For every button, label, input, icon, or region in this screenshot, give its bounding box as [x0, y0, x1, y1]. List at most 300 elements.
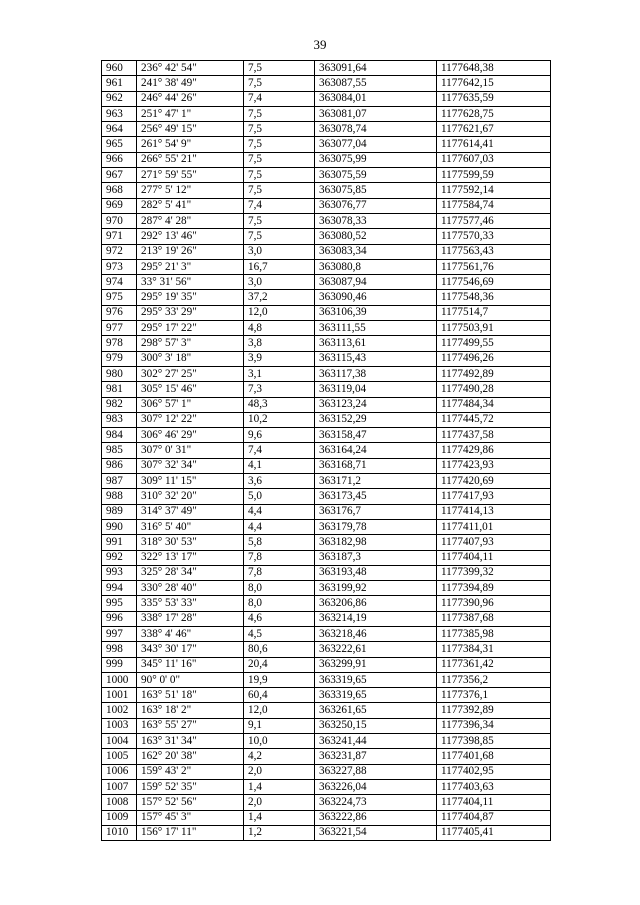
distance-cell: 4,6 [244, 611, 315, 626]
distance-cell: 7,3 [244, 382, 315, 397]
table-row [102, 703, 551, 718]
distance-cell: 7,8 [244, 550, 315, 565]
direction-angle-cell: 306° 57' 1" [137, 397, 244, 412]
x-coordinate-cell: 363106,39 [315, 305, 437, 320]
y-coordinate-cell: 1177394,89 [437, 581, 551, 596]
y-coordinate-cell: 1177635,59 [437, 91, 551, 106]
distance-cell: 9,6 [244, 428, 315, 443]
point-number-cell: 971 [102, 229, 137, 244]
distance-cell: 7,5 [244, 76, 315, 91]
y-coordinate-cell: 1177417,93 [437, 489, 551, 504]
point-number-cell: 984 [102, 428, 137, 443]
distance-cell: 48,3 [244, 397, 315, 412]
point-number-cell: 975 [102, 290, 137, 305]
point-number-cell: 974 [102, 275, 137, 290]
table-row [102, 443, 551, 458]
x-coordinate-cell: 363218,46 [315, 626, 437, 641]
table-row [102, 382, 551, 397]
point-number-cell: 977 [102, 321, 137, 336]
coordinates-table [101, 60, 551, 841]
point-number-cell: 961 [102, 76, 137, 91]
point-number-cell: 1008 [102, 795, 137, 810]
table-row [102, 290, 551, 305]
distance-cell: 7,5 [244, 229, 315, 244]
direction-angle-cell: 343° 30' 17" [137, 642, 244, 657]
y-coordinate-cell: 1177361,42 [437, 657, 551, 672]
direction-angle-cell: 330° 28' 40" [137, 581, 244, 596]
x-coordinate-cell: 363123,24 [315, 397, 437, 412]
distance-cell: 7,4 [244, 91, 315, 106]
distance-cell: 1,4 [244, 810, 315, 825]
direction-angle-cell: 307° 12' 22" [137, 412, 244, 427]
distance-cell: 3,0 [244, 275, 315, 290]
table-row [102, 810, 551, 825]
y-coordinate-cell: 1177514,7 [437, 305, 551, 320]
table-row [102, 657, 551, 672]
distance-cell: 7,5 [244, 168, 315, 183]
distance-cell: 5,8 [244, 535, 315, 550]
x-coordinate-cell: 363087,94 [315, 275, 437, 290]
direction-angle-cell: 300° 3' 18" [137, 351, 244, 366]
direction-angle-cell: 292° 13' 46" [137, 229, 244, 244]
distance-cell: 19,9 [244, 672, 315, 687]
direction-angle-cell: 163° 55' 27" [137, 718, 244, 733]
y-coordinate-cell: 1177592,14 [437, 183, 551, 198]
direction-angle-cell: 163° 51' 18" [137, 688, 244, 703]
point-number-cell: 1009 [102, 810, 137, 825]
point-number-cell: 966 [102, 152, 137, 167]
direction-angle-cell: 213° 19' 26" [137, 244, 244, 259]
direction-angle-cell: 251° 47' 1" [137, 106, 244, 121]
y-coordinate-cell: 1177387,68 [437, 611, 551, 626]
x-coordinate-cell: 363221,54 [315, 825, 437, 840]
table-row [102, 351, 551, 366]
x-coordinate-cell: 363078,33 [315, 213, 437, 228]
table-row [102, 198, 551, 213]
table-row [102, 122, 551, 137]
page-number: 39 [313, 37, 327, 52]
point-number-cell: 1002 [102, 703, 137, 718]
distance-cell: 80,6 [244, 642, 315, 657]
distance-cell: 2,0 [244, 764, 315, 779]
distance-cell: 1,4 [244, 779, 315, 794]
table-row [102, 489, 551, 504]
x-coordinate-cell: 363319,65 [315, 688, 437, 703]
distance-cell: 7,5 [244, 61, 315, 76]
y-coordinate-cell: 1177384,31 [437, 642, 551, 657]
direction-angle-cell: 282° 5' 41" [137, 198, 244, 213]
y-coordinate-cell: 1177484,34 [437, 397, 551, 412]
point-number-cell: 964 [102, 122, 137, 137]
y-coordinate-cell: 1177392,89 [437, 703, 551, 718]
y-coordinate-cell: 1177584,74 [437, 198, 551, 213]
table-row [102, 275, 551, 290]
distance-cell: 20,4 [244, 657, 315, 672]
direction-angle-cell: 90° 0' 0" [137, 672, 244, 687]
y-coordinate-cell: 1177437,58 [437, 428, 551, 443]
direction-angle-cell: 271° 59' 55" [137, 168, 244, 183]
direction-angle-cell: 162° 20' 38" [137, 749, 244, 764]
y-coordinate-cell: 1177356,2 [437, 672, 551, 687]
x-coordinate-cell: 363117,38 [315, 366, 437, 381]
point-number-cell: 1006 [102, 764, 137, 779]
y-coordinate-cell: 1177642,15 [437, 76, 551, 91]
x-coordinate-cell: 363168,71 [315, 458, 437, 473]
distance-cell: 7,5 [244, 137, 315, 152]
table-row [102, 718, 551, 733]
direction-angle-cell: 309° 11' 15" [137, 474, 244, 489]
table-row [102, 504, 551, 519]
direction-angle-cell: 157° 45' 3" [137, 810, 244, 825]
x-coordinate-cell: 363081,07 [315, 106, 437, 121]
direction-angle-cell: 256° 49' 15" [137, 122, 244, 137]
point-number-cell: 996 [102, 611, 137, 626]
distance-cell: 9,1 [244, 718, 315, 733]
y-coordinate-cell: 1177376,1 [437, 688, 551, 703]
x-coordinate-cell: 363222,86 [315, 810, 437, 825]
direction-angle-cell: 307° 0' 31" [137, 443, 244, 458]
x-coordinate-cell: 363261,65 [315, 703, 437, 718]
point-number-cell: 967 [102, 168, 137, 183]
direction-angle-cell: 295° 33' 29" [137, 305, 244, 320]
y-coordinate-cell: 1177404,11 [437, 550, 551, 565]
point-number-cell: 970 [102, 213, 137, 228]
y-coordinate-cell: 1177420,69 [437, 474, 551, 489]
y-coordinate-cell: 1177490,28 [437, 382, 551, 397]
direction-angle-cell: 338° 4' 46" [137, 626, 244, 641]
distance-cell: 12,0 [244, 305, 315, 320]
distance-cell: 7,5 [244, 213, 315, 228]
table-row [102, 581, 551, 596]
distance-cell: 4,4 [244, 519, 315, 534]
table-row [102, 244, 551, 259]
table-row [102, 779, 551, 794]
y-coordinate-cell: 1177396,34 [437, 718, 551, 733]
point-number-cell: 965 [102, 137, 137, 152]
y-coordinate-cell: 1177403,63 [437, 779, 551, 794]
direction-angle-cell: 163° 31' 34" [137, 734, 244, 749]
x-coordinate-cell: 363111,55 [315, 321, 437, 336]
x-coordinate-cell: 363214,19 [315, 611, 437, 626]
table-row [102, 688, 551, 703]
point-number-cell: 989 [102, 504, 137, 519]
point-number-cell: 997 [102, 626, 137, 641]
y-coordinate-cell: 1177411,01 [437, 519, 551, 534]
direction-angle-cell: 325° 28' 34" [137, 565, 244, 580]
x-coordinate-cell: 363075,99 [315, 152, 437, 167]
y-coordinate-cell: 1177496,26 [437, 351, 551, 366]
table-row [102, 321, 551, 336]
distance-cell: 5,0 [244, 489, 315, 504]
direction-angle-cell: 305° 15' 46" [137, 382, 244, 397]
direction-angle-cell: 295° 19' 35" [137, 290, 244, 305]
direction-angle-cell: 307° 32' 34" [137, 458, 244, 473]
direction-angle-cell: 298° 57' 3" [137, 336, 244, 351]
point-number-cell: 976 [102, 305, 137, 320]
y-coordinate-cell: 1177405,41 [437, 825, 551, 840]
x-coordinate-cell: 363087,55 [315, 76, 437, 91]
distance-cell: 3,6 [244, 474, 315, 489]
distance-cell: 3,1 [244, 366, 315, 381]
direction-angle-cell: 295° 17' 22" [137, 321, 244, 336]
distance-cell: 7,4 [244, 198, 315, 213]
x-coordinate-cell: 363222,61 [315, 642, 437, 657]
table-row [102, 626, 551, 641]
distance-cell: 7,4 [244, 443, 315, 458]
table-row [102, 428, 551, 443]
table-row [102, 397, 551, 412]
point-number-cell: 990 [102, 519, 137, 534]
x-coordinate-cell: 363115,43 [315, 351, 437, 366]
table-row [102, 336, 551, 351]
direction-angle-cell: 156° 17' 11" [137, 825, 244, 840]
x-coordinate-cell: 363083,34 [315, 244, 437, 259]
point-number-cell: 1005 [102, 749, 137, 764]
distance-cell: 8,0 [244, 581, 315, 596]
distance-cell: 60,4 [244, 688, 315, 703]
table-row [102, 61, 551, 76]
table-row [102, 596, 551, 611]
direction-angle-cell: 159° 52' 35" [137, 779, 244, 794]
x-coordinate-cell: 363182,98 [315, 535, 437, 550]
y-coordinate-cell: 1177628,75 [437, 106, 551, 121]
x-coordinate-cell: 363164,24 [315, 443, 437, 458]
point-number-cell: 980 [102, 366, 137, 381]
table-row [102, 183, 551, 198]
point-number-cell: 979 [102, 351, 137, 366]
point-number-cell: 962 [102, 91, 137, 106]
table-row [102, 764, 551, 779]
table-row [102, 152, 551, 167]
distance-cell: 1,2 [244, 825, 315, 840]
distance-cell: 3,0 [244, 244, 315, 259]
table-row [102, 259, 551, 274]
point-number-cell: 985 [102, 443, 137, 458]
distance-cell: 7,5 [244, 183, 315, 198]
y-coordinate-cell: 1177621,67 [437, 122, 551, 137]
point-number-cell: 999 [102, 657, 137, 672]
direction-angle-cell: 316° 5' 40" [137, 519, 244, 534]
x-coordinate-cell: 363080,52 [315, 229, 437, 244]
x-coordinate-cell: 363091,64 [315, 61, 437, 76]
point-number-cell: 1004 [102, 734, 137, 749]
table-row [102, 91, 551, 106]
y-coordinate-cell: 1177599,59 [437, 168, 551, 183]
point-number-cell: 991 [102, 535, 137, 550]
distance-cell: 3,9 [244, 351, 315, 366]
x-coordinate-cell: 363241,44 [315, 734, 437, 749]
x-coordinate-cell: 363078,74 [315, 122, 437, 137]
y-coordinate-cell: 1177548,36 [437, 290, 551, 305]
y-coordinate-cell: 1177492,89 [437, 366, 551, 381]
y-coordinate-cell: 1177429,86 [437, 443, 551, 458]
table-row [102, 458, 551, 473]
table-row [102, 76, 551, 91]
distance-cell: 7,8 [244, 565, 315, 580]
x-coordinate-cell: 363319,65 [315, 672, 437, 687]
y-coordinate-cell: 1177402,95 [437, 764, 551, 779]
x-coordinate-cell: 363119,04 [315, 382, 437, 397]
x-coordinate-cell: 363193,48 [315, 565, 437, 580]
point-number-cell: 998 [102, 642, 137, 657]
direction-angle-cell: 310° 32' 20" [137, 489, 244, 504]
distance-cell: 4,4 [244, 504, 315, 519]
point-number-cell: 993 [102, 565, 137, 580]
table-row [102, 642, 551, 657]
y-coordinate-cell: 1177423,93 [437, 458, 551, 473]
direction-angle-cell: 295° 21' 3" [137, 259, 244, 274]
x-coordinate-cell: 363206,86 [315, 596, 437, 611]
point-number-cell: 992 [102, 550, 137, 565]
table-row [102, 366, 551, 381]
direction-angle-cell: 306° 46' 29" [137, 428, 244, 443]
table-row [102, 565, 551, 580]
x-coordinate-cell: 363250,15 [315, 718, 437, 733]
point-number-cell: 963 [102, 106, 137, 121]
point-number-cell: 968 [102, 183, 137, 198]
y-coordinate-cell: 1177614,41 [437, 137, 551, 152]
point-number-cell: 983 [102, 412, 137, 427]
x-coordinate-cell: 363226,04 [315, 779, 437, 794]
x-coordinate-cell: 363227,88 [315, 764, 437, 779]
table-row [102, 106, 551, 121]
distance-cell: 37,2 [244, 290, 315, 305]
x-coordinate-cell: 363171,2 [315, 474, 437, 489]
point-number-cell: 972 [102, 244, 137, 259]
x-coordinate-cell: 363113,61 [315, 336, 437, 351]
y-coordinate-cell: 1177404,87 [437, 810, 551, 825]
direction-angle-cell: 246° 44' 26" [137, 91, 244, 106]
distance-cell: 12,0 [244, 703, 315, 718]
y-coordinate-cell: 1177385,98 [437, 626, 551, 641]
y-coordinate-cell: 1177503,91 [437, 321, 551, 336]
table-row [102, 412, 551, 427]
table-row [102, 213, 551, 228]
direction-angle-cell: 33° 31' 56" [137, 275, 244, 290]
x-coordinate-cell: 363090,46 [315, 290, 437, 305]
x-coordinate-cell: 363076,77 [315, 198, 437, 213]
point-number-cell: 973 [102, 259, 137, 274]
table-row [102, 795, 551, 810]
y-coordinate-cell: 1177414,13 [437, 504, 551, 519]
point-number-cell: 978 [102, 336, 137, 351]
point-number-cell: 987 [102, 474, 137, 489]
table-row [102, 825, 551, 840]
distance-cell: 7,5 [244, 106, 315, 121]
distance-cell: 4,5 [244, 626, 315, 641]
y-coordinate-cell: 1177398,85 [437, 734, 551, 749]
distance-cell: 16,7 [244, 259, 315, 274]
distance-cell: 7,5 [244, 152, 315, 167]
point-number-cell: 995 [102, 596, 137, 611]
y-coordinate-cell: 1177648,38 [437, 61, 551, 76]
direction-angle-cell: 159° 43' 2" [137, 764, 244, 779]
distance-cell: 4,1 [244, 458, 315, 473]
point-number-cell: 969 [102, 198, 137, 213]
table-row [102, 734, 551, 749]
distance-cell: 7,5 [244, 122, 315, 137]
direction-angle-cell: 314° 37' 49" [137, 504, 244, 519]
point-number-cell: 982 [102, 397, 137, 412]
point-number-cell: 1007 [102, 779, 137, 794]
x-coordinate-cell: 363179,78 [315, 519, 437, 534]
distance-cell: 4,2 [244, 749, 315, 764]
y-coordinate-cell: 1177607,03 [437, 152, 551, 167]
direction-angle-cell: 345° 11' 16" [137, 657, 244, 672]
direction-angle-cell: 277° 5' 12" [137, 183, 244, 198]
table-row [102, 305, 551, 320]
direction-angle-cell: 261° 54' 9" [137, 137, 244, 152]
point-number-cell: 1000 [102, 672, 137, 687]
x-coordinate-cell: 363075,85 [315, 183, 437, 198]
x-coordinate-cell: 363080,8 [315, 259, 437, 274]
point-number-cell: 986 [102, 458, 137, 473]
y-coordinate-cell: 1177546,69 [437, 275, 551, 290]
point-number-cell: 981 [102, 382, 137, 397]
point-number-cell: 1001 [102, 688, 137, 703]
table-row [102, 474, 551, 489]
distance-cell: 3,8 [244, 336, 315, 351]
distance-cell: 4,8 [244, 321, 315, 336]
direction-angle-cell: 302° 27' 25" [137, 366, 244, 381]
direction-angle-cell: 163° 18' 2" [137, 703, 244, 718]
direction-angle-cell: 318° 30' 53" [137, 535, 244, 550]
x-coordinate-cell: 363084,01 [315, 91, 437, 106]
x-coordinate-cell: 363075,59 [315, 168, 437, 183]
y-coordinate-cell: 1177499,55 [437, 336, 551, 351]
y-coordinate-cell: 1177577,46 [437, 213, 551, 228]
coordinates-table-body [102, 61, 551, 841]
direction-angle-cell: 236° 42' 54" [137, 61, 244, 76]
direction-angle-cell: 322° 13' 17" [137, 550, 244, 565]
table-row [102, 611, 551, 626]
direction-angle-cell: 287° 4' 28" [137, 213, 244, 228]
distance-cell: 10,0 [244, 734, 315, 749]
x-coordinate-cell: 363158,47 [315, 428, 437, 443]
y-coordinate-cell: 1177399,32 [437, 565, 551, 580]
y-coordinate-cell: 1177570,33 [437, 229, 551, 244]
y-coordinate-cell: 1177401,68 [437, 749, 551, 764]
direction-angle-cell: 266° 55' 21" [137, 152, 244, 167]
point-number-cell: 1003 [102, 718, 137, 733]
y-coordinate-cell: 1177445,72 [437, 412, 551, 427]
x-coordinate-cell: 363199,92 [315, 581, 437, 596]
x-coordinate-cell: 363152,29 [315, 412, 437, 427]
x-coordinate-cell: 363187,3 [315, 550, 437, 565]
table-row [102, 749, 551, 764]
table-row [102, 519, 551, 534]
point-number-cell: 988 [102, 489, 137, 504]
table-row [102, 550, 551, 565]
x-coordinate-cell: 363176,7 [315, 504, 437, 519]
table-row [102, 229, 551, 244]
y-coordinate-cell: 1177563,43 [437, 244, 551, 259]
direction-angle-cell: 335° 53' 33" [137, 596, 244, 611]
distance-cell: 2,0 [244, 795, 315, 810]
distance-cell: 10,2 [244, 412, 315, 427]
x-coordinate-cell: 363231,87 [315, 749, 437, 764]
x-coordinate-cell: 363173,45 [315, 489, 437, 504]
y-coordinate-cell: 1177404,11 [437, 795, 551, 810]
point-number-cell: 960 [102, 61, 137, 76]
x-coordinate-cell: 363299,91 [315, 657, 437, 672]
table-row [102, 168, 551, 183]
distance-cell: 8,0 [244, 596, 315, 611]
x-coordinate-cell: 363077,04 [315, 137, 437, 152]
x-coordinate-cell: 363224,73 [315, 795, 437, 810]
table-row [102, 137, 551, 152]
y-coordinate-cell: 1177407,93 [437, 535, 551, 550]
